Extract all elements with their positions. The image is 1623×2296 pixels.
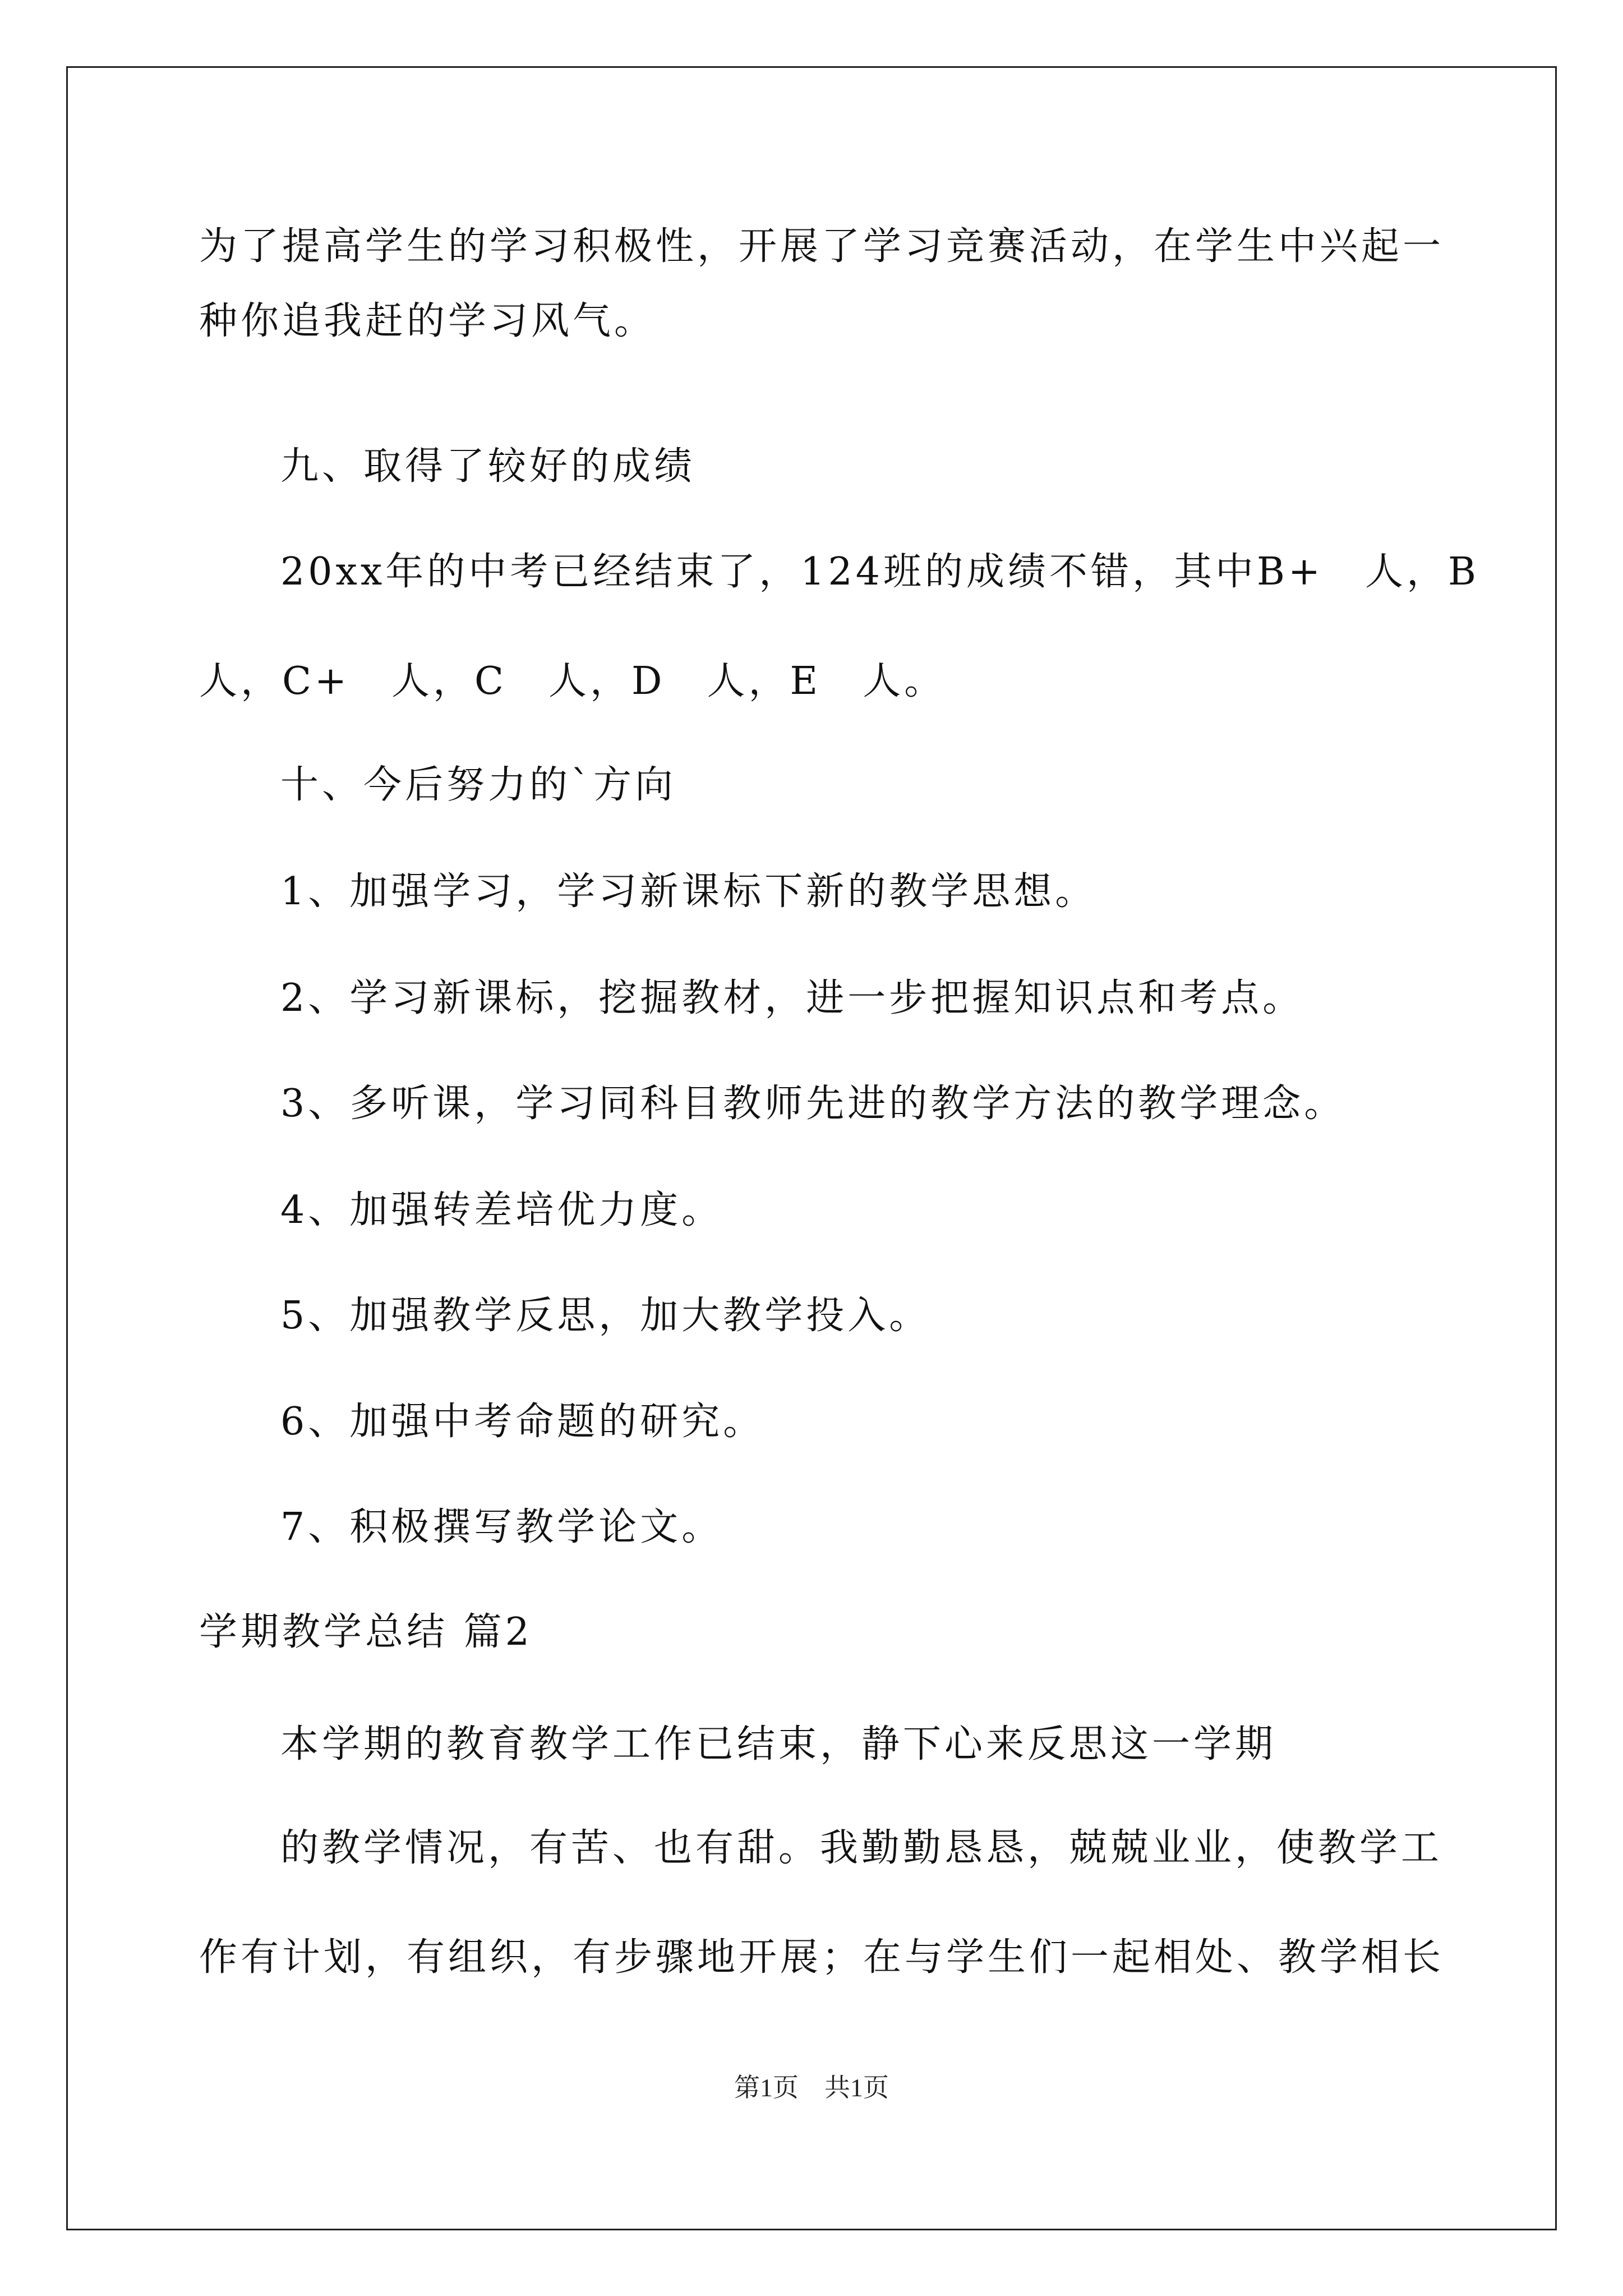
paragraph-line: 作有计划，有组织，有步骤地开展；在与学生们一起相处、教学相长 <box>199 1935 1445 1980</box>
section-heading: 十、今后努力的`方向 <box>280 763 677 807</box>
list-item: 4、加强转差培优力度。 <box>280 1188 723 1232</box>
list-item: 3、多听课，学习同科目教师先进的教学方法的教学理念。 <box>280 1082 1346 1126</box>
list-item: 5、加强教学反思，加大教学投入。 <box>280 1294 931 1338</box>
section-heading: 九、取得了较好的成绩 <box>280 444 696 489</box>
article-title: 学期教学总结 篇2 <box>199 1610 533 1654</box>
paragraph-line: 本学期的教育教学工作已结束，静下心来反思这一学期 <box>280 1722 1277 1766</box>
list-item: 7、积极撰写教学论文。 <box>280 1505 723 1549</box>
page-border <box>66 66 1557 2230</box>
paragraph-line: 为了提高学生的学习积极性，开展了学习竞赛活动，在学生中兴起一 <box>199 224 1445 269</box>
paragraph-line: 20xx年的中考已经结束了，124班的成绩不错，其中B+ 人，B <box>280 550 1479 594</box>
paragraph-line: 的教学情况，有苦、也有甜。我勤勤恳恳，兢兢业业，使教学工 <box>280 1826 1443 1870</box>
paragraph-line: 种你追我赶的学习风气。 <box>199 299 656 343</box>
list-item: 1、加强学习，学习新课标下新的教学思想。 <box>280 869 1097 914</box>
paragraph-line: 人，C+ 人，C 人，D 人，E 人。 <box>199 659 946 703</box>
page-number-footer: 第1页 共1页 <box>734 2073 889 2102</box>
list-item: 2、学习新课标，挖掘教材，进一步把握知识点和考点。 <box>280 976 1304 1020</box>
list-item: 6、加强中考命题的研究。 <box>280 1400 765 1444</box>
